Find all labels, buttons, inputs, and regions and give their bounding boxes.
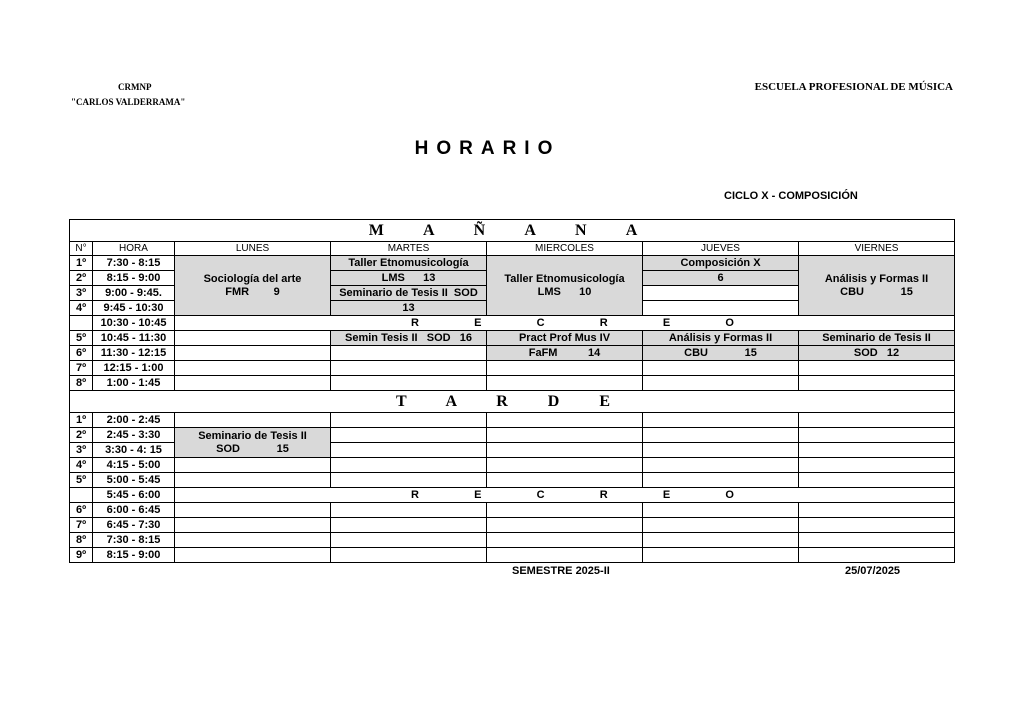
class-cell: [487, 256, 643, 316]
page-title: HORARIO: [414, 138, 561, 159]
empty-cell: [331, 503, 487, 518]
slot-number: 4º: [70, 301, 93, 316]
afternoon-header: T A R D E: [70, 391, 955, 413]
slot-number: 2º: [70, 428, 93, 443]
slot-time: 11:30 - 12:15: [93, 346, 175, 361]
slot-time: 1:00 - 1:45: [93, 376, 175, 391]
class-name: Seminario de Tesis II: [198, 429, 307, 442]
class-cell: [799, 256, 955, 316]
col-header-wednesday: MIERCOLES: [487, 242, 643, 256]
slot-number: 2º: [70, 271, 93, 286]
empty-cell: [331, 443, 487, 458]
empty-cell: [175, 518, 331, 533]
slot-time: 7:30 - 8:15: [93, 533, 175, 548]
class-teacher: FMR 9: [225, 285, 280, 298]
empty-cell: [643, 376, 799, 391]
slot-number: 3º: [70, 443, 93, 458]
empty-cell: [643, 286, 799, 301]
class-name: Sociología del arte: [203, 272, 302, 285]
slot-time: 8:15 - 9:00: [93, 271, 175, 286]
recess-letter: R: [599, 488, 608, 501]
empty-cell: [331, 346, 487, 361]
slot-time: 7:30 - 8:15: [93, 256, 175, 271]
class-teacher: 6: [643, 271, 799, 286]
recess-letter: O: [725, 316, 734, 329]
empty-cell: [799, 458, 955, 473]
empty-cell: [331, 473, 487, 488]
col-header-monday: LUNES: [175, 242, 331, 256]
slot-time: 10:30 - 10:45: [93, 316, 175, 331]
class-name: Seminario de Tesis II: [799, 331, 955, 346]
recess-letter: R: [411, 316, 419, 329]
empty-cell: [643, 518, 799, 533]
slot-number: 4º: [70, 458, 93, 473]
slot-time: 12:15 - 1:00: [93, 361, 175, 376]
empty-cell: [487, 518, 643, 533]
class-teacher: SOD 12: [799, 346, 955, 361]
empty-cell: [331, 533, 487, 548]
class-name: Semin Tesis II SOD 16: [331, 331, 487, 346]
empty-cell: [487, 443, 643, 458]
class-teacher: LMS 13: [331, 271, 487, 286]
empty-cell: [643, 503, 799, 518]
org-name: CRMNP: [118, 82, 152, 92]
slot-number: 6º: [70, 346, 93, 361]
class-cell: [175, 256, 331, 316]
slot-number: 8º: [70, 533, 93, 548]
empty-cell: [799, 548, 955, 563]
empty-cell: [175, 458, 331, 473]
cycle-label: CICLO X - COMPOSICIÓN: [724, 190, 858, 202]
class-name: Análisis y Formas II: [824, 272, 929, 285]
slot-number: 5º: [70, 331, 93, 346]
recess-letter: C: [536, 316, 545, 329]
class-name: Composición X: [643, 256, 799, 271]
semester-label: SEMESTRE 2025-II: [512, 565, 610, 577]
empty-cell: [799, 376, 955, 391]
morning-header: M A Ñ A N A: [70, 220, 955, 242]
slot-time: 5:00 - 5:45: [93, 473, 175, 488]
class-cell: [175, 428, 331, 458]
slot-number: [70, 316, 93, 331]
empty-cell: [175, 346, 331, 361]
class-teacher: LMS 10: [537, 285, 592, 298]
class-name: Pract Prof Mus IV: [487, 331, 643, 346]
class-name: Seminario de Tesis II SOD: [331, 286, 487, 301]
empty-cell: [643, 361, 799, 376]
recess-letter: E: [474, 488, 482, 501]
empty-cell: [331, 548, 487, 563]
empty-cell: [487, 458, 643, 473]
slot-number: 1º: [70, 256, 93, 271]
empty-cell: [487, 533, 643, 548]
school-name: ESCUELA PROFESIONAL DE MÚSICA: [754, 81, 953, 93]
slot-time: 4:15 - 5:00: [93, 458, 175, 473]
empty-cell: [487, 503, 643, 518]
class-teacher: FaFM 14: [487, 346, 643, 361]
empty-cell: [175, 503, 331, 518]
empty-cell: [487, 548, 643, 563]
empty-cell: [799, 361, 955, 376]
empty-cell: [799, 473, 955, 488]
schedule-table: [69, 219, 955, 563]
slot-time: 9:45 - 10:30: [93, 301, 175, 316]
date-label: 25/07/2025: [845, 565, 901, 577]
slot-time: 2:45 - 3:30: [93, 428, 175, 443]
empty-cell: [643, 301, 799, 316]
org-subname: "CARLOS VALDERRAMA": [71, 97, 186, 107]
empty-cell: [487, 376, 643, 391]
recess-letter: E: [662, 488, 671, 501]
empty-cell: [331, 361, 487, 376]
slot-number: 7º: [70, 361, 93, 376]
slot-number: 9º: [70, 548, 93, 563]
empty-cell: [331, 458, 487, 473]
slot-number: 5º: [70, 473, 93, 488]
col-header-time: HORA: [93, 242, 175, 256]
recess-letter: O: [725, 488, 734, 501]
recess-letter: C: [536, 488, 545, 501]
empty-cell: [799, 533, 955, 548]
empty-cell: [175, 331, 331, 346]
recess-letter: R: [411, 488, 419, 501]
empty-cell: [799, 518, 955, 533]
empty-cell: [643, 548, 799, 563]
slot-number: 7º: [70, 518, 93, 533]
slot-number: 1º: [70, 413, 93, 428]
recess-letter: E: [662, 316, 671, 329]
slot-number: [70, 488, 93, 503]
class-name: Taller Etnomusicología: [331, 256, 487, 271]
class-teacher: SOD 15: [216, 442, 289, 455]
empty-cell: [175, 361, 331, 376]
slot-time: 5:45 - 6:00: [93, 488, 175, 503]
empty-cell: [643, 428, 799, 443]
empty-cell: [175, 548, 331, 563]
empty-cell: [643, 458, 799, 473]
col-header-num: N°: [70, 242, 93, 256]
slot-number: 3º: [70, 286, 93, 301]
class-teacher: CBU 15: [643, 346, 799, 361]
col-header-tuesday: MARTES: [331, 242, 487, 256]
empty-cell: [643, 413, 799, 428]
col-header-friday: VIERNES: [799, 242, 955, 256]
empty-cell: [799, 443, 955, 458]
recess-letter: E: [474, 316, 482, 329]
slot-time: 10:45 - 11:30: [93, 331, 175, 346]
slot-time: 9:00 - 9:45.: [93, 286, 175, 301]
empty-cell: [643, 533, 799, 548]
class-name: Análisis y Formas II: [643, 331, 799, 346]
slot-time: 2:00 - 2:45: [93, 413, 175, 428]
empty-cell: [799, 413, 955, 428]
empty-cell: [175, 376, 331, 391]
empty-cell: [799, 503, 955, 518]
empty-cell: [331, 376, 487, 391]
recess-letter: R: [599, 316, 608, 329]
empty-cell: [799, 428, 955, 443]
empty-cell: [487, 361, 643, 376]
recess-row: [175, 488, 955, 503]
empty-cell: [643, 473, 799, 488]
slot-time: 8:15 - 9:00: [93, 548, 175, 563]
class-teacher: CBU 15: [840, 285, 913, 298]
empty-cell: [175, 473, 331, 488]
recess-row: [175, 316, 955, 331]
empty-cell: [331, 428, 487, 443]
empty-cell: [175, 533, 331, 548]
class-name: Taller Etnomusicología: [504, 272, 625, 285]
empty-cell: [643, 443, 799, 458]
empty-cell: [175, 413, 331, 428]
slot-number: 6º: [70, 503, 93, 518]
empty-cell: [331, 518, 487, 533]
class-teacher: 13: [331, 301, 487, 316]
empty-cell: [331, 413, 487, 428]
slot-time: 3:30 - 4: 15: [93, 443, 175, 458]
slot-time: 6:00 - 6:45: [93, 503, 175, 518]
empty-cell: [487, 473, 643, 488]
slot-time: 6:45 - 7:30: [93, 518, 175, 533]
empty-cell: [487, 413, 643, 428]
slot-number: 8º: [70, 376, 93, 391]
empty-cell: [487, 428, 643, 443]
col-header-thursday: JUEVES: [643, 242, 799, 256]
